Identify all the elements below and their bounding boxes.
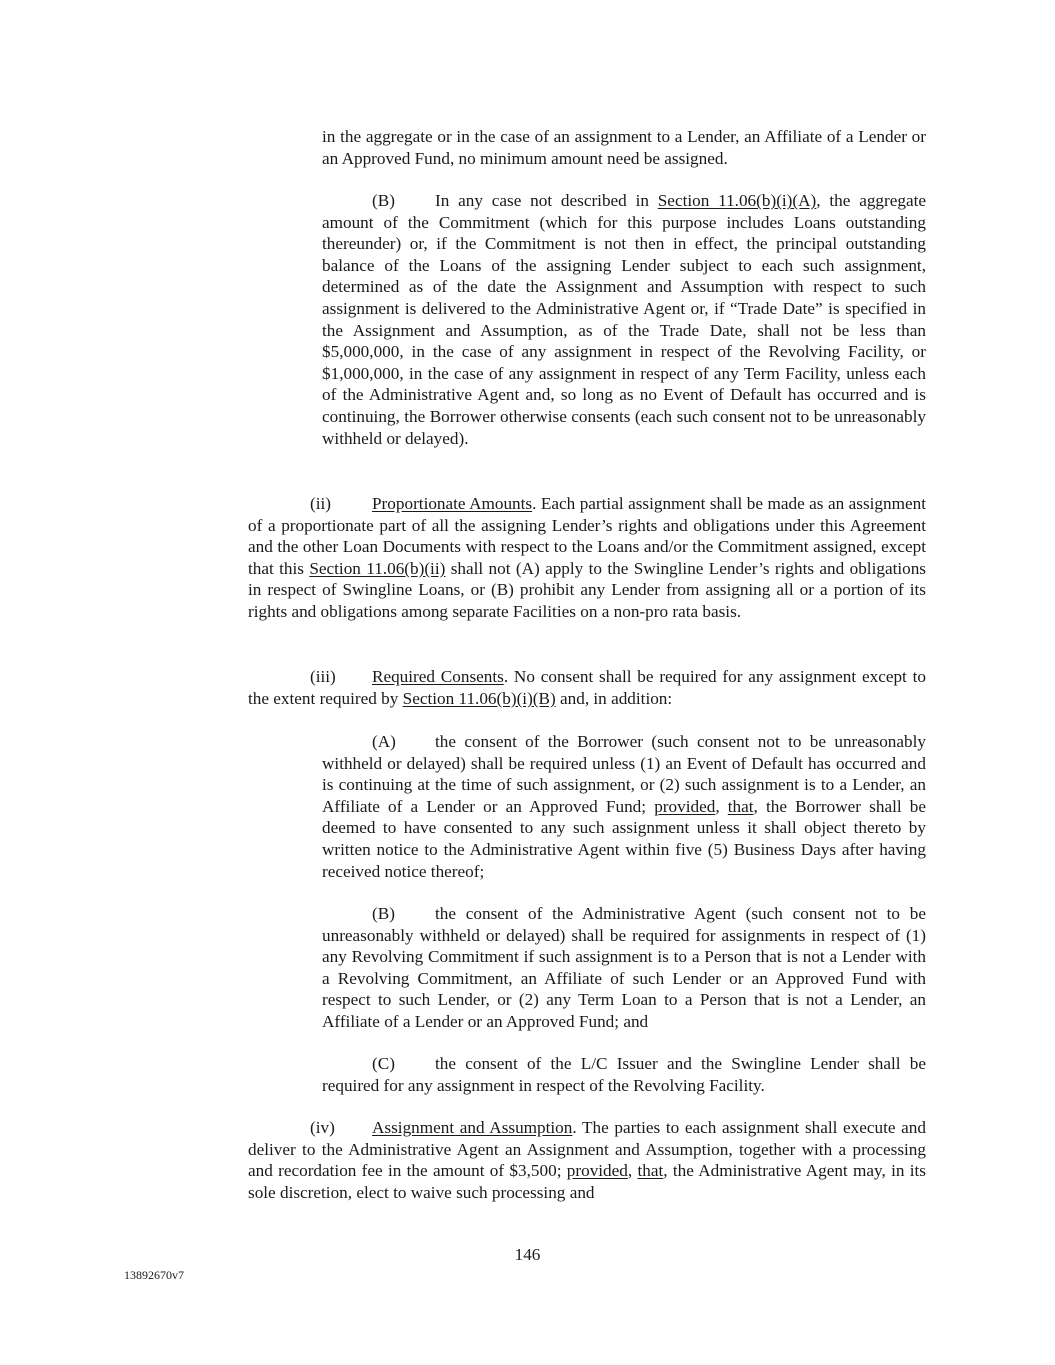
- clause-heading: Proportionate Amounts: [372, 494, 533, 513]
- paragraph-text: and, in addition:: [555, 688, 673, 708]
- paragraph-b-agent-consent: [322, 903, 926, 1033]
- that-term: that: [637, 1161, 664, 1181]
- paragraph-text: , the Borrower shall be deemed to have consented to any such assignment unless it shall object thereto by written notice to the Administrative Agent within five (5) Business Days after having received notice thereof;: [322, 796, 927, 881]
- clause-label: (B): [372, 191, 395, 210]
- paragraph-a-borrower-consent: [322, 731, 926, 882]
- paragraph-text: ,: [715, 796, 728, 816]
- paragraph-text: the consent of the L/C Issuer and the Swingline Lender shall be required for any assignment in respect of the Revolving Facility.: [322, 1054, 926, 1095]
- that-term: that: [727, 796, 754, 816]
- document-id: 13892670v7: [124, 1268, 184, 1282]
- paragraph-text: In any case not described in: [435, 191, 658, 210]
- paragraph-text: ,: [627, 1161, 638, 1181]
- page-number: 146: [514, 1245, 541, 1264]
- clause-label: (iii): [310, 667, 336, 686]
- paragraph-text: , the Administrative Agent may, in its sole discretion, elect to waive such processing and: [248, 1161, 927, 1202]
- section-reference: Section 11.06(b)(i)(B): [402, 688, 556, 708]
- clause-heading: Required Consents: [372, 667, 504, 686]
- section-reference: Section 11.06(b)(ii): [309, 558, 446, 578]
- paragraph-iii-required-consents: [248, 666, 926, 709]
- paragraph-text: in the aggregate or in the case of an assignment to a Lender, an Affiliate of a Lender or an Approved Fund, no minimum amount need be assigned.: [322, 127, 926, 168]
- paragraph-c-issuer-consent: [322, 1053, 926, 1096]
- clause-heading: Assignment and Assumption: [372, 1118, 573, 1137]
- clause-label: (C): [372, 1054, 395, 1073]
- clause-label: (ii): [310, 494, 331, 513]
- provided-term: provided: [566, 1161, 628, 1181]
- clause-label: (iv): [310, 1118, 335, 1137]
- paragraph-text: , the aggregate amount of the Commitment (which for this purpose includes Loans outstanding thereunder) or, if the Commitment is not then in effect, the principal outstanding balance of the Loans of the assigning Lender subject to each such assignment, determined as of the date the Assignment and Assumption with respect to such assignment is delivered to the Administrative Agent or, if “Trade Date” is specified in the Assignment and Assumption, as of the Trade Date, shall not be less than $5,000,000, in the case of any assignment in respect of the Revolving Facility, or $1,000,000, in the case of any assignment in respect of any Term Facility, unless each of the Administrative Agent and, so long as no Event of Default has occurred and is continuing, the Borrower otherwise consents (each such consent not to be unreasonably withheld or delayed).: [322, 191, 926, 448]
- paragraph-text: . The parties to each assignment shall execute and deliver to the Administrative Agent an Assignment and Assumption, together with a processing and recordation fee in the amount of $3,500;: [248, 1118, 926, 1181]
- paragraph-text: shall not (A) apply to the Swingline Lender’s rights and obligations in respect of Swingline Loans, or (B) prohibit any Lender from assigning all or a portion of its rights and obligations among separate Facilities on a non-pro rata basis.: [248, 558, 926, 621]
- paragraph-iv-assignment-and-assumption: [248, 1117, 926, 1203]
- paragraph-text: . Each partial assignment shall be made as an assignment of a proportionate part of all the assigning Lender’s rights and obligations under this Agreement and the other Loan Documents with respect to the Loans and/or the Commitment assigned, except that this: [248, 494, 926, 578]
- paragraph-text: the consent of the Administrative Agent (such consent not to be unreasonably withheld or delayed) shall be required for assignments in respect of (1) any Revolving Commitment if such assignment is to a Person that is not a Lender with a Revolving Commitment, an Affiliate of such Lender or an Approved Fund with respect to such Lender, or (2) any Term Loan to a Person that is not a Lender, an Affiliate of a Lender or an Approved Fund; and: [322, 904, 926, 1031]
- clause-label: (A): [372, 732, 396, 751]
- provided-term: provided: [654, 796, 716, 816]
- paragraph-ii-proportionate-amounts: [248, 493, 926, 623]
- paragraph-text: . No consent shall be required for any assignment except to the extent required by: [248, 667, 926, 708]
- paragraph-b-minimum-amount: [322, 190, 926, 449]
- paragraph-continuation: [322, 126, 926, 169]
- section-reference: Section 11.06(b)(i)(A): [657, 191, 817, 210]
- clause-label: (B): [372, 904, 395, 923]
- paragraph-text: the consent of the Borrower (such consent not to be unreasonably withheld or delayed) shall be required unless (1) an Event of Default has occurred and is continuing at the time of such assignment, or (2) such assignment is to a Lender, an Affiliate of a Lender or an Approved Fund;: [322, 732, 926, 816]
